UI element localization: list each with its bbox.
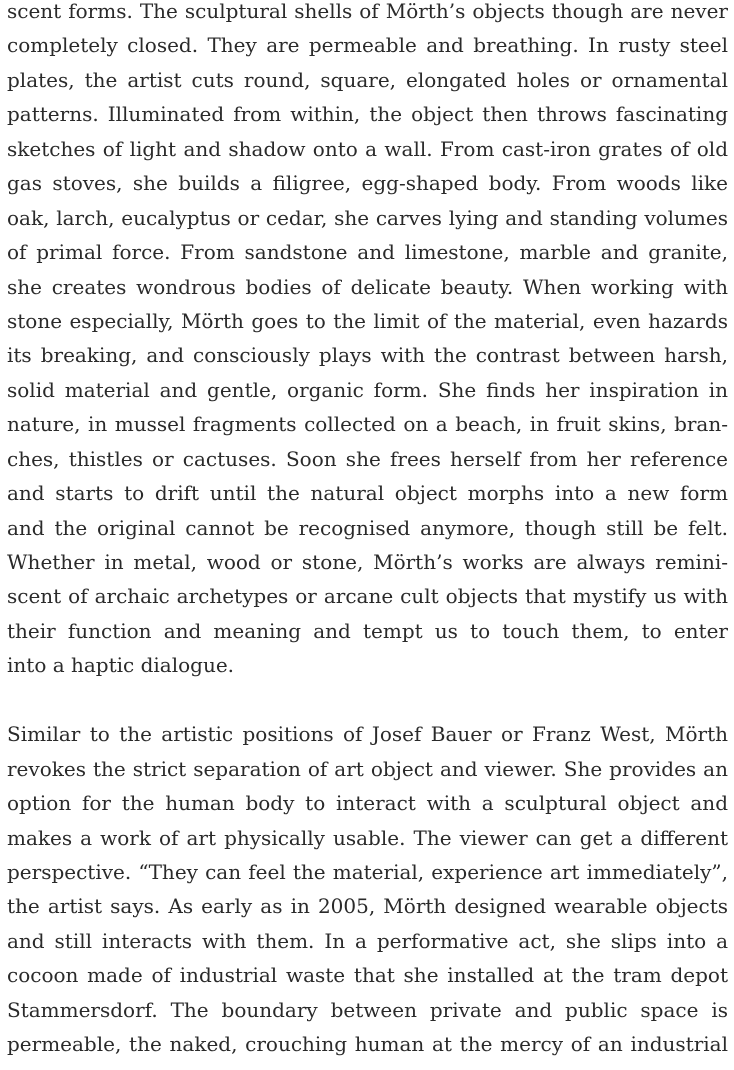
text-line: makes a work of art physically usable. The viewer can get a different: [7, 825, 728, 850]
text-line: she creates wondrous bodies of delicate beauty. When working with: [7, 274, 728, 299]
text-line: of primal force. From sandstone and limestone, marble and granite,: [7, 240, 728, 265]
text-line: scent forms. The sculptural shells of Mörth’s objects though are never: [7, 0, 728, 23]
text-line: sketches of light and shadow onto a wall. From cast-iron grates of old: [7, 136, 728, 161]
text-line: revokes the strict separation of art object and viewer. She provides an: [7, 756, 728, 781]
text-line: Stammersdorf. The boundary between private and public space is: [7, 997, 728, 1022]
text-line: permeable, the naked, crouching human at the mercy of an industrial: [7, 1032, 728, 1057]
text-line: patterns. Illuminated from within, the object then throws fascinating: [7, 102, 728, 127]
text-line: gas stoves, she builds a filigree, egg-shaped body. From woods like: [7, 171, 728, 196]
text-line: plates, the artist cuts round, square, elongated holes or ornamental: [7, 67, 728, 92]
text-line: its breaking, and consciously plays with the contrast between harsh,: [7, 343, 728, 368]
paragraph-spacer: [7, 683, 728, 717]
text-line: Similar to the artistic positions of Josef Bauer or Franz West, Mörth: [7, 722, 728, 747]
text-line: oak, larch, eucalyptus or cedar, she carves lying and standing volumes: [7, 205, 728, 230]
text-line: the artist says. As early as in 2005, Mörth designed wearable objects: [7, 894, 728, 919]
paragraph-sculptural-forms: [7, 0, 728, 683]
text-line: and still interacts with them. In a performative act, she slips into a: [7, 928, 728, 953]
document-page: [7, 0, 728, 1062]
text-line: nature, in mussel fragments collected on a beach, in fruit skins, bran-: [7, 412, 728, 437]
text-line: and starts to drift until the natural object morphs into a new form: [7, 481, 728, 506]
text-line: solid material and gentle, organic form. She finds her inspiration in: [7, 377, 728, 402]
text-line: completely closed. They are permeable and breathing. In rusty steel: [7, 33, 728, 58]
text-line: their function and meaning and tempt us to touch them, to enter: [7, 618, 728, 643]
text-line: scent of archaic archetypes or arcane cult objects that mystify us with: [7, 584, 728, 609]
text-line: Whether in metal, wood or stone, Mörth’s works are always remini-: [7, 550, 728, 574]
text-line: stone especially, Mörth goes to the limit of the material, even hazards: [7, 308, 728, 333]
text-line: and the original cannot be recognised anymore, though still be felt.: [7, 515, 728, 540]
text-line: option for the human body to interact with a sculptural object and: [7, 791, 728, 816]
paragraph-body-interaction: [7, 717, 728, 1061]
text-line: ches, thistles or cactuses. Soon she frees herself from her reference: [7, 446, 728, 471]
text-line: cocoon made of industrial waste that she installed at the tram depot: [7, 963, 728, 988]
text-line: perspective. “They can feel the material, experience art immediately”,: [7, 859, 728, 884]
text-line: into a haptic dialogue.: [7, 653, 235, 678]
